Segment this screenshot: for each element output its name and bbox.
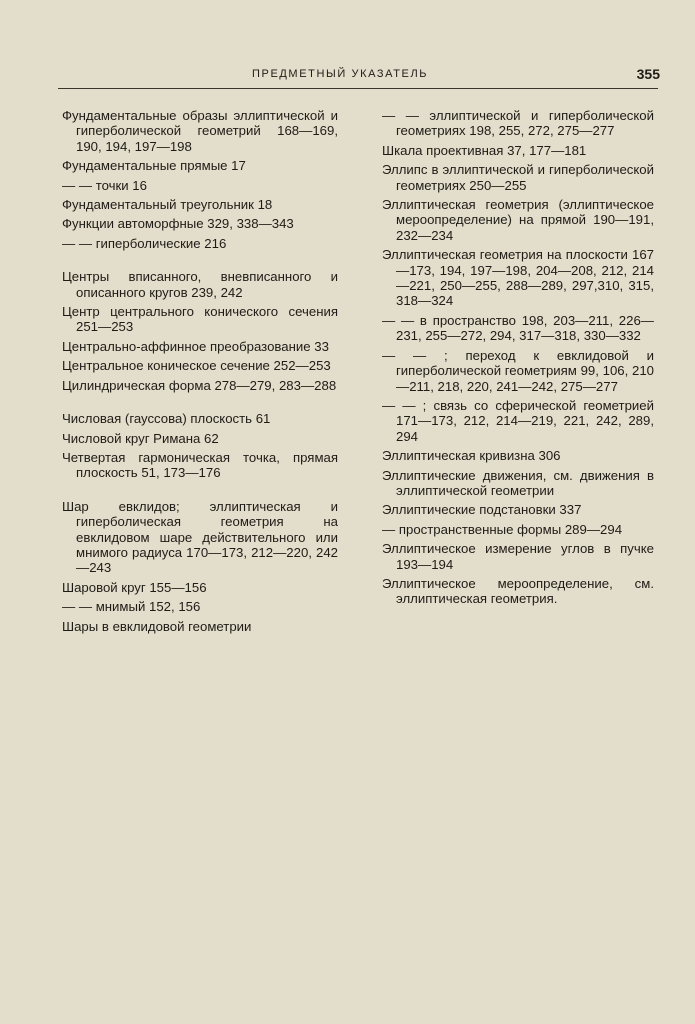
header-rule — [58, 88, 658, 89]
index-entry: Эллипс в эллиптической и гиперболической геометриях 250—255 — [382, 162, 654, 193]
index-entry: Центры вписанного, вневписанного и описанного кругов 239, 242 — [62, 269, 338, 300]
index-entry: Цилиндрическая форма 278—279, 283—288 — [62, 377, 337, 393]
index-entry: Четвертая гармоническая точка, прямая плоскость 51, 173—176 — [62, 449, 338, 481]
index-entry: Центрально-аффинное преобразование 33 — [62, 338, 329, 354]
index-entry: Эллиптическая кривизна 306 — [382, 448, 561, 464]
index-entry: Эллиптическое измерение углов в пучке 193—194 — [382, 541, 654, 572]
index-entry: Эллиптическая геометрия на плоскости 167—173, 194, 197—198, 204—208, 212, 214—221, 250—255, 288—289, 297,310, 315, 318—324 — [382, 247, 654, 309]
index-entry: — — гиперболические 216 — [62, 235, 227, 251]
index-column-right — [382, 108, 654, 611]
header-title: ПРЕДМЕТНЫЙ УКАЗАТЕЛЬ — [252, 68, 429, 80]
section-gap — [62, 485, 338, 499]
running-header — [60, 66, 660, 88]
index-entry: — пространственные формы 289—294 — [382, 521, 623, 537]
index-entry: Центр центрального конического сечения 251—253 — [62, 304, 338, 335]
index-entry: Числовой круг Римана 62 — [62, 430, 219, 446]
index-entry: — — мнимый 152, 156 — [62, 599, 201, 615]
index-entry: Числовая (гауссова) плоскость 61 — [62, 411, 271, 427]
index-entry: — — ; переход к евклидовой и гиперболической геометриям 99, 106, 210—211, 218, 220, 241—242, 275—277 — [382, 347, 654, 394]
index-entry: — — в пространство 198, 203—211, 226—231, 255—272, 294, 317—318, 330—332 — [382, 312, 654, 344]
index-entry: Шаровой круг 155—156 — [62, 579, 207, 595]
index-entry: — — точки 16 — [62, 177, 147, 193]
section-gap — [62, 397, 338, 411]
index-entry: Эллиптическая геометрия (эллиптическое мероопределение) на прямой 190—191, 232—234 — [382, 197, 654, 243]
index-entry: Фундаментальный треугольник 18 — [62, 197, 273, 213]
page-number: 355 — [636, 66, 660, 82]
section-gap — [62, 255, 338, 269]
index-entry: Центральное коническое сечение 252—253 — [62, 358, 331, 374]
index-entry: Шар евклидов; эллиптическая и гиперболическая геометрия на евклидовом шаре действительного или мнимого радиуса 170—173, 212—220, 242—243 — [62, 498, 338, 576]
index-entry: Функции автоморфные 329, 338—343 — [62, 216, 294, 232]
index-column-left — [62, 108, 338, 638]
index-entry: Фундаментальные образы эллиптической и гиперболической геометрий 168—169, 190, 194, 197—198 — [62, 108, 338, 154]
index-entry: Эллиптические движения, см. движения в эллиптической геометрии — [382, 467, 654, 498]
index-entry: Фундаментальные прямые 17 — [62, 158, 246, 174]
index-entry: — — эллиптической и гиперболической геометриях 198, 255, 272, 275—277 — [382, 108, 654, 139]
index-entry: Эллиптическое мероопределение, см. эллиптическая геометрия. — [382, 575, 654, 607]
index-entry: Шкала проективная 37, 177—181 — [382, 142, 587, 158]
index-entry: — — ; связь со сферической геометрией 171—173, 212, 214—219, 221, 242, 289, 294 — [382, 397, 654, 444]
index-entry: Эллиптические подстановки 337 — [382, 502, 582, 518]
index-entry: Шары в евклидовой геометрии — [62, 618, 252, 634]
